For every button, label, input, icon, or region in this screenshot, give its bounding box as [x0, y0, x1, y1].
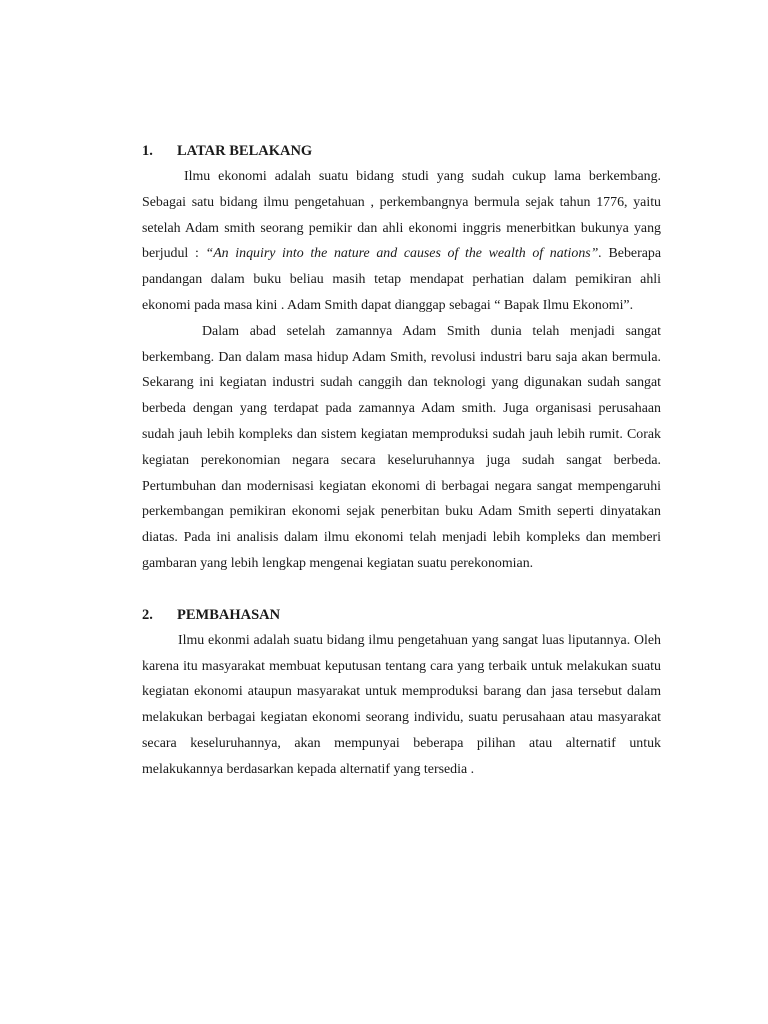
section-heading-pembahasan: [142, 602, 661, 628]
section-title: PEMBAHASAN: [177, 606, 281, 623]
book-title-quote: “An inquiry into the nature and causes of the wealth of nations”.: [205, 246, 602, 262]
paragraph-pembahasan-1: Ilmu ekonmi adalah suatu bidang ilmu pengetahuan yang sangat luas liputannya. Oleh karena itu masyarakat membuat keputusan tentang cara yang terbaik untuk melakukan suatu kegiatan ekonomi ataupun masyarakat untuk memproduksi barang dan jasa tersebut dalam melakukan berbagai kegiatan ekonomi seorang individu, suatu perusahaan atau masyarakat secara keseluruhannya, akan mempunyai beberapa pilihan atau alternatif untuk melakukannya berdasarkan kepada alternatif yang tersedia .: [142, 632, 661, 777]
section-title: LATAR BELAKANG: [177, 143, 313, 159]
section-number: 2.: [142, 606, 153, 623]
section-heading-latar-belakang: [142, 138, 661, 164]
section-gap: [142, 577, 661, 602]
paragraph-latar-belakang-2: Dalam abad setelah zamannya Adam Smith dunia telah menjadi sangat berkembang. Dan dalam masa hidup Adam Smith, revolusi industri baru saja akan bermula. Sekarang ini kegiatan industri sudah canggih dan teknologi yang digunakan sudah sangat berbeda dengan yang terdapat pada zamannya Adam smith. Juga organisasi perusahaan sudah jauh lebih kompleks dan sistem kegiatan memproduksi sudah jauh lebih rumit. Corak kegiatan perekonomian negara secara keseluruhannya juga sudah sangat berbeda. Pertumbuhan dan modernisasi kegiatan ekonomi di berbagai negara sangat mempengaruhi perkembangan pemikiran ekonomi sejak penerbitan buku Adam Smith seperti dinyatakan diatas. Pada ini analisis dalam ilmu ekonomi telah menjadi lebih kompleks dan memberi gambaran yang lebih lengkap mengenai kegiatan suatu perekonomian.: [142, 323, 661, 571]
paragraph-latar-belakang-1: [142, 164, 661, 319]
section-number: 1.: [142, 143, 153, 159]
document-page: [142, 138, 661, 783]
paragraph-text: Beberapa pandangan dalam buku beliau masih tetap mendapat perhatian dalam pemikiran ahli ekonomi pada masa kini . Adam Smith dapat dianggap sebagai “ Bapak Ilmu Ekonomi”.: [142, 246, 661, 313]
paragraph-text: Ilmu ekonomi adalah suatu bidang studi yang sudah cukup lama berkembang. Sebagai satu bidang ilmu pengetahuan , perkembangnya bermula sejak tahun 1776, yaitu setelah Adam smith seorang pemikir dan ahli ekonomi inggris menerbitkan bukunya yang berjudul :: [142, 169, 661, 262]
